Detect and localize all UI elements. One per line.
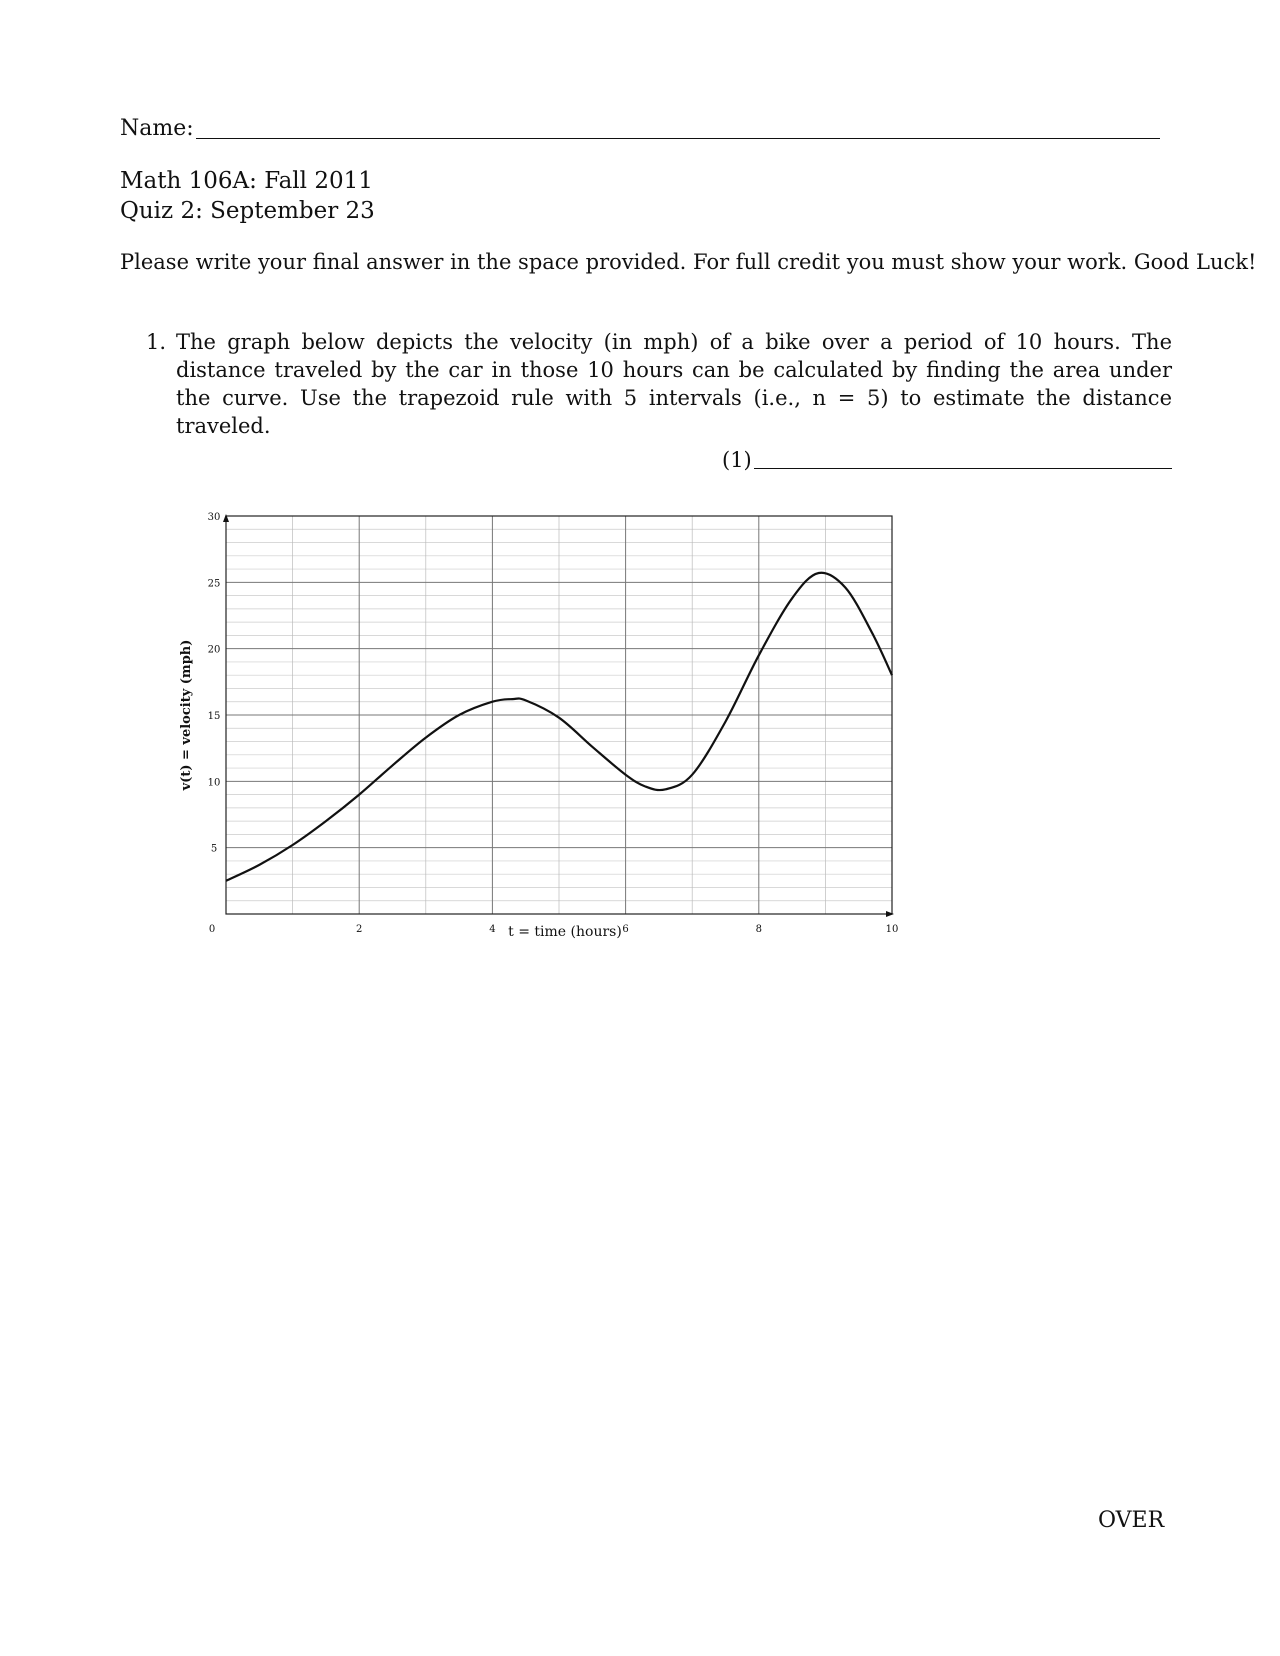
x-tick-label: 0 xyxy=(208,924,216,935)
x-tick-label: 6 xyxy=(622,924,629,935)
problem-number: 1. xyxy=(146,330,167,354)
y-tick-label: 25 xyxy=(207,578,221,590)
x-tick-label: 10 xyxy=(885,924,899,935)
y-axis-arrow xyxy=(223,514,229,522)
answer-blank-line[interactable] xyxy=(754,468,1172,469)
answer-field-row xyxy=(722,448,1172,472)
quiz-title: Quiz 2: September 23 xyxy=(120,198,375,224)
problem-1 xyxy=(146,328,1172,440)
y-tick-label: 30 xyxy=(207,512,221,523)
velocity-chart xyxy=(170,500,899,940)
answer-label: (1) xyxy=(722,448,752,472)
y-tick-label: 5 xyxy=(210,843,218,855)
x-axis-label: t = time (hours) xyxy=(508,924,622,940)
name-label: Name: xyxy=(120,116,194,141)
y-tick-label: 15 xyxy=(207,711,221,722)
problem-text: The graph below depicts the velocity (in mph) of a bike over a period of 10 hours. The distance traveled by the car in those 10 hours can be calculated by finding the area under the curve. Use the trapezoid rule with 5 intervals (i.e., n = 5) to estimate the distance traveled. xyxy=(176,330,1172,438)
x-tick-label: 4 xyxy=(489,924,496,935)
x-axis-arrow xyxy=(886,911,894,917)
instructions: Please write your final answer in the space provided. For full credit you must show your work. Good Luck! xyxy=(120,250,1257,274)
y-tick-labels xyxy=(208,512,221,855)
y-axis-label: v(t) = velocity (mph) xyxy=(179,639,194,791)
course-title: Math 106A: Fall 2011 xyxy=(120,168,373,194)
x-tick-label: 8 xyxy=(755,924,762,935)
y-tick-label: 20 xyxy=(207,644,221,656)
name-blank-line[interactable] xyxy=(196,138,1160,139)
course-header xyxy=(120,166,375,226)
y-tick-label: 10 xyxy=(207,777,221,789)
x-tick-label: 2 xyxy=(356,924,363,935)
name-field-row xyxy=(120,116,1160,141)
over-label: OVER xyxy=(1098,1508,1165,1533)
